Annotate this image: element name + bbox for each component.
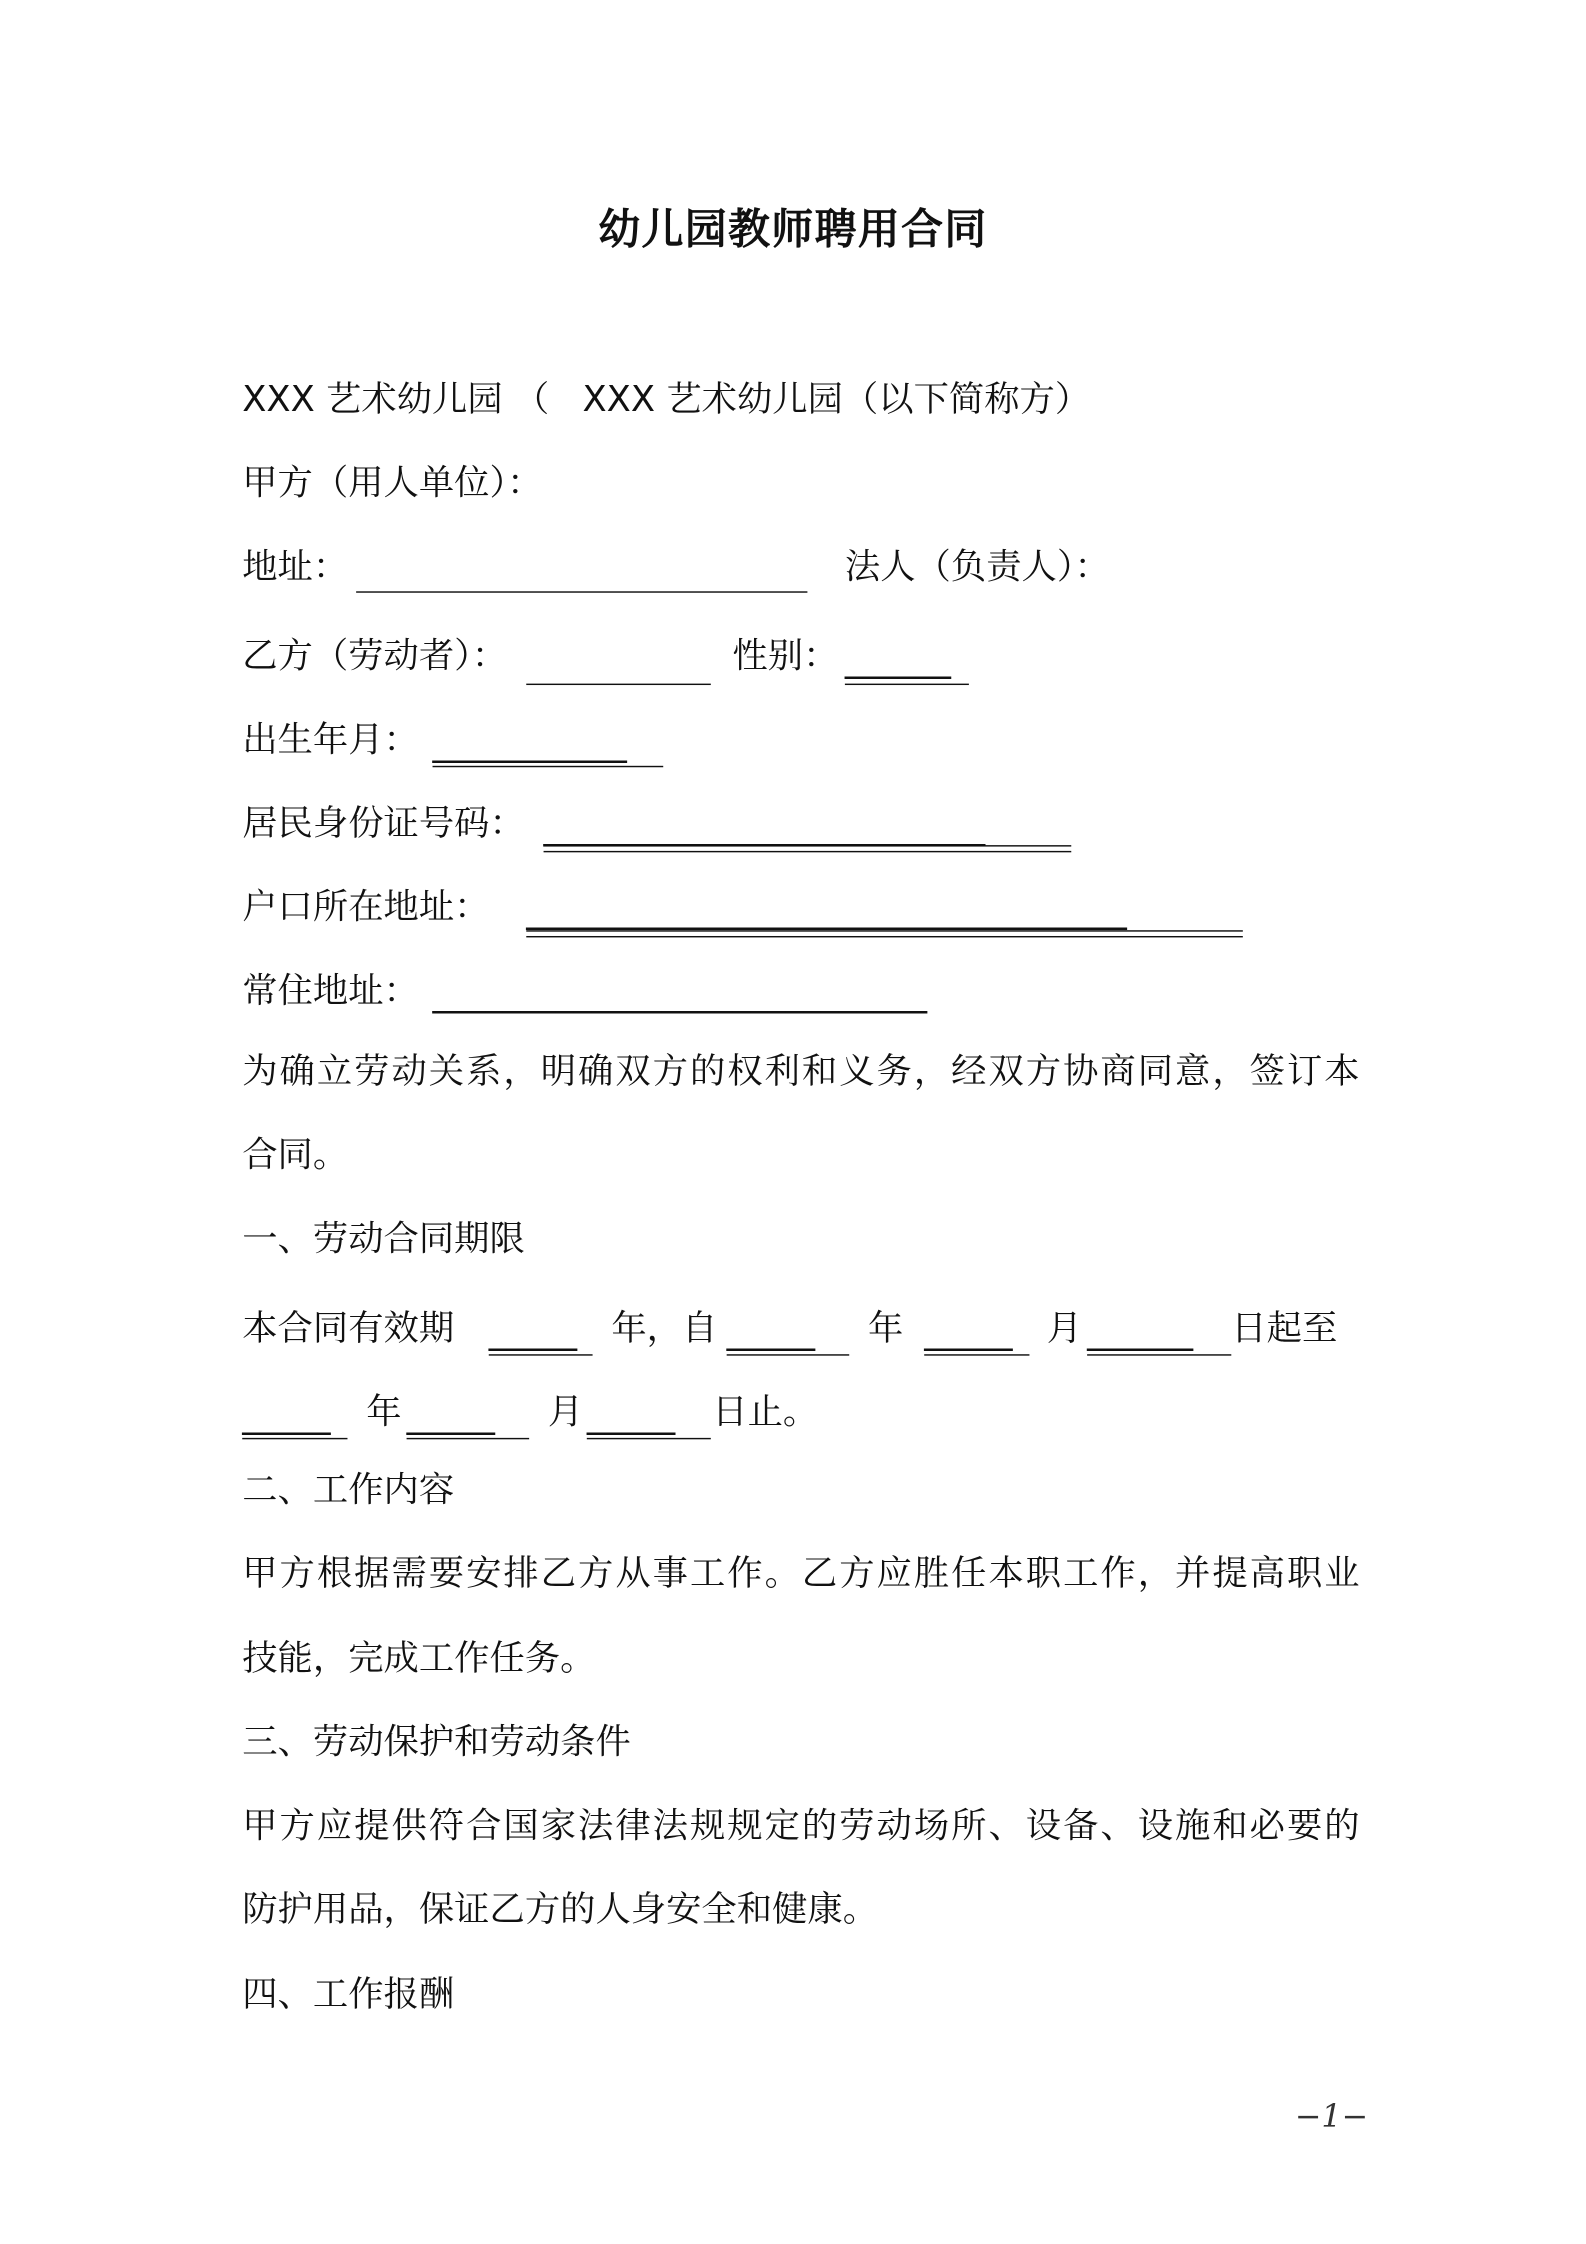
gender-underline bbox=[845, 684, 969, 685]
id-underline bbox=[544, 845, 1072, 852]
birth-blank[interactable]: ___________ bbox=[432, 721, 627, 763]
term-text-1: 本合同有效期 bbox=[242, 1306, 455, 1349]
section-1-heading: 一、劳动合同期限 bbox=[242, 1217, 525, 1260]
term-text-3: 年 bbox=[867, 1306, 904, 1349]
section-3-heading: 三、劳动保护和劳动条件 bbox=[242, 1720, 631, 1763]
term-text-8: 日止。 bbox=[712, 1390, 819, 1433]
id-label: 居民身份证号码： bbox=[242, 801, 525, 844]
term-years-underline bbox=[489, 1354, 593, 1355]
section-2-line-2: 技能，完成工作任务。 bbox=[242, 1636, 596, 1679]
end-day-underline bbox=[587, 1438, 711, 1439]
party-b-blank[interactable] bbox=[526, 684, 711, 685]
document-title: 幼儿园教师聘用合同 bbox=[598, 204, 988, 254]
term-text-7: 月 bbox=[547, 1390, 584, 1433]
section-3-line-2: 防护用品，保证乙方的人身安全和健康。 bbox=[242, 1887, 879, 1930]
start-month-underline bbox=[924, 1354, 1029, 1355]
section-4-heading: 四、工作报酬 bbox=[242, 1972, 455, 2015]
term-text-5: 日起至 bbox=[1231, 1306, 1338, 1349]
legal-rep-label: 法人（负责人）： bbox=[844, 545, 1110, 587]
hukou-blank[interactable]: __________________________________ bbox=[526, 888, 1127, 931]
residence-label: 常住地址： bbox=[242, 969, 419, 1011]
start-year-blank[interactable]: _____ bbox=[726, 1309, 815, 1352]
party-a-label: 甲方（用人单位）： bbox=[242, 461, 543, 504]
end-day-blank[interactable]: _____ bbox=[586, 1393, 676, 1435]
address-label: 地址： bbox=[242, 545, 349, 587]
term-years-blank[interactable]: _____ bbox=[488, 1309, 578, 1352]
gender-label: 性别： bbox=[732, 634, 839, 677]
end-month-underline bbox=[407, 1438, 530, 1439]
gender-blank[interactable]: ______ bbox=[844, 637, 951, 680]
term-text-2: 年，自 bbox=[611, 1306, 718, 1349]
hukou-underline bbox=[526, 930, 1243, 937]
birth-label: 出生年月： bbox=[242, 718, 419, 761]
page-number: −1− bbox=[1294, 2099, 1369, 2136]
party-b-label: 乙方（劳动者）： bbox=[242, 634, 508, 677]
residence-blank[interactable]: ____________________________ bbox=[432, 972, 928, 1014]
term-text-6: 年 bbox=[366, 1390, 402, 1433]
start-year-underline bbox=[727, 1354, 850, 1355]
id-blank[interactable]: _________________________ bbox=[543, 804, 986, 847]
hukou-label: 户口所在地址： bbox=[242, 885, 490, 928]
section-3-line-1: 甲方应提供符合国家法律法规规定的劳动场所、设备、设施和必要的 bbox=[242, 1804, 1360, 1847]
start-day-blank[interactable]: ______ bbox=[1087, 1309, 1194, 1352]
school-name-2: XXX 艺术幼儿园（以下简称方） bbox=[582, 377, 1091, 420]
end-year-blank[interactable]: _____ bbox=[242, 1393, 331, 1435]
start-month-blank[interactable]: _____ bbox=[924, 1309, 1013, 1352]
term-text-4: 月 bbox=[1046, 1306, 1083, 1349]
section-2-heading: 二、工作内容 bbox=[242, 1468, 455, 1510]
section-2-line-1: 甲方根据需要安排乙方从事工作。乙方应胜任本职工作，并提高职业 bbox=[242, 1551, 1360, 1594]
school-name-1: XXX 艺术幼儿园 （ bbox=[242, 377, 550, 420]
intro-line-2: 合同。 bbox=[242, 1133, 349, 1176]
end-year-underline bbox=[242, 1438, 347, 1439]
intro-line-1: 为确立劳动关系，明确双方的权利和义务，经双方协商同意，签订本 bbox=[242, 1049, 1360, 1092]
birth-underline bbox=[433, 766, 664, 767]
start-day-underline bbox=[1087, 1354, 1231, 1355]
address-blank[interactable] bbox=[356, 591, 807, 592]
end-month-blank[interactable]: _____ bbox=[406, 1393, 495, 1435]
